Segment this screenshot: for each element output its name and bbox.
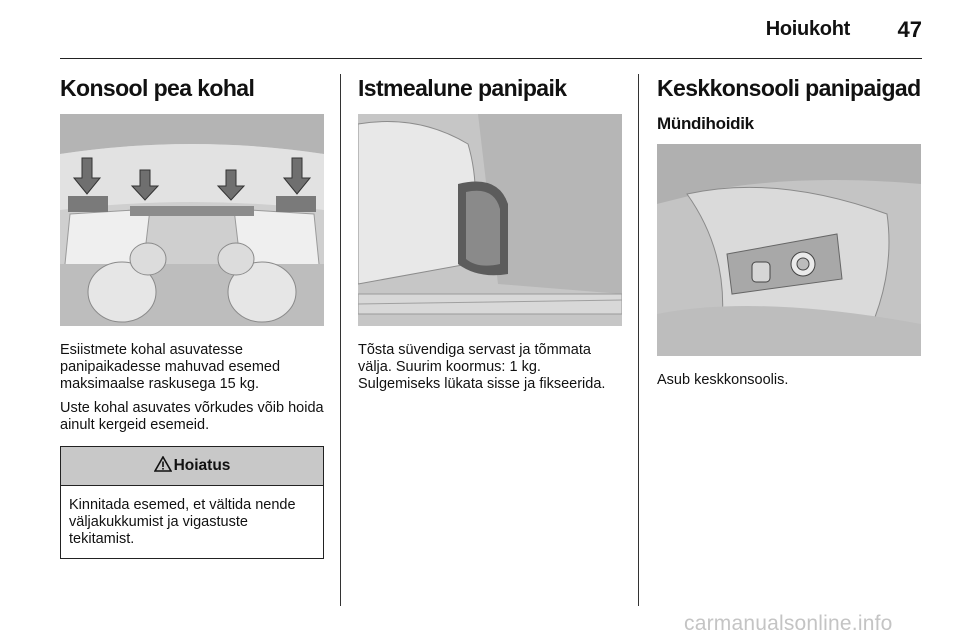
warning-text: Kinnitada esemed, et vältida nende väljakukkumist ja vigastuste tekitamist.	[69, 497, 296, 547]
body-paragraph: Uste kohal asuvates võrkudes võib hoida ainult kergeid esemeid.	[60, 400, 324, 433]
section-center-console-storage	[657, 74, 921, 389]
under-seat-drawer-illustration	[358, 114, 622, 326]
body-paragraph: Tõsta süvendiga servast ja tõmmata välja. Suurim koormus: 1 kg. Sulgemiseks lükata sisse ja fikseerida.	[358, 342, 606, 392]
section-overhead-console	[60, 74, 324, 559]
running-header-title: Hoiukoht	[765, 18, 850, 40]
warning-title: Hoiatus	[173, 457, 231, 474]
section-heading: Keskkonsooli panipaigad	[657, 75, 921, 101]
body-paragraph: Asub keskkonsoolis.	[657, 372, 789, 388]
body-paragraph: Esiistmete kohal asuvatesse panipaikadesse mahuvad esemed maksimaalse raskusega 15 kg.	[60, 342, 281, 392]
warning-box	[60, 446, 324, 559]
overhead-console-illustration	[60, 114, 324, 326]
subsection-heading: Mündihoidik	[657, 114, 754, 133]
watermark: carmanualsonline.info	[684, 612, 893, 635]
section-heading: Konsool pea kohal	[60, 75, 255, 101]
page-number: 47	[897, 17, 922, 42]
warning-header	[61, 447, 323, 486]
section-heading: Istmealune panipaik	[358, 75, 567, 101]
warning-triangle-icon	[154, 456, 172, 477]
coin-holder-illustration	[657, 144, 921, 356]
column-divider	[340, 74, 341, 606]
column-divider	[638, 74, 639, 606]
section-under-seat-storage	[358, 74, 622, 393]
header-divider	[60, 58, 922, 59]
